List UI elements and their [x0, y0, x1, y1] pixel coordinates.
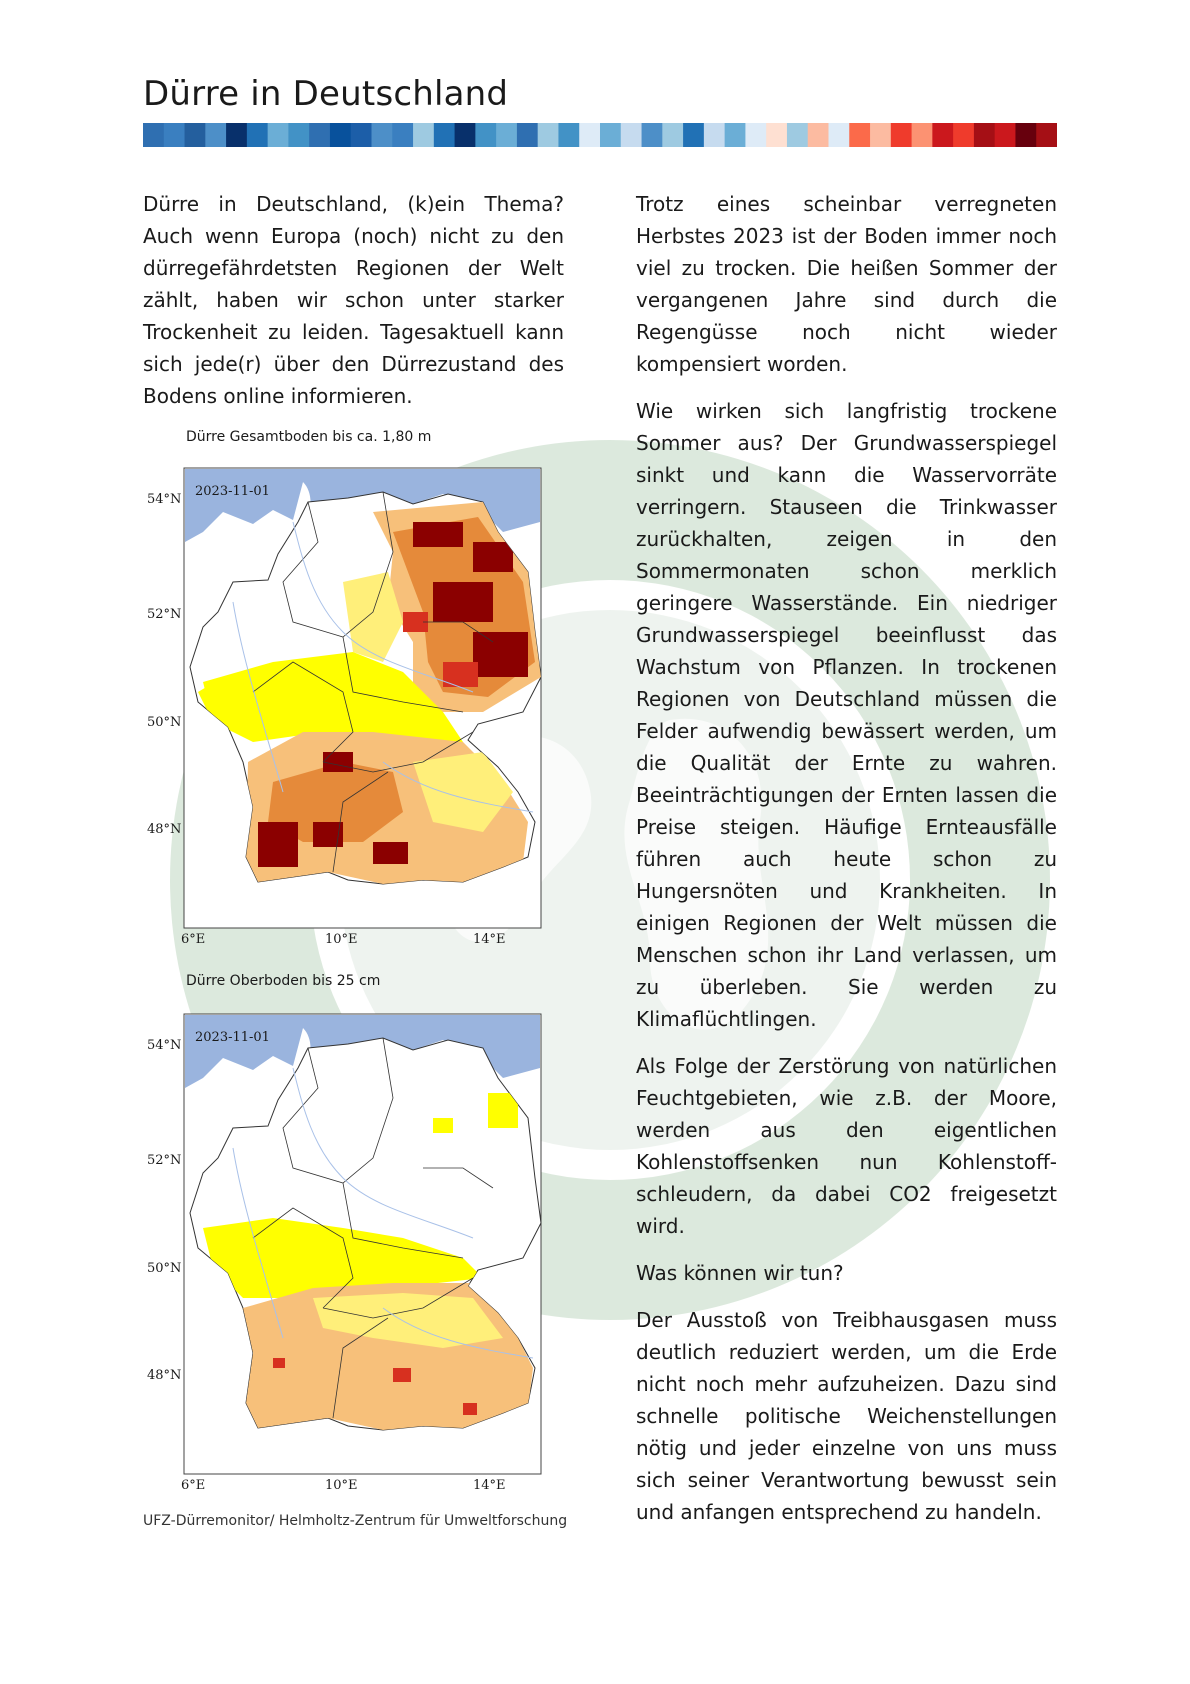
map2-date: 2023-11-01 — [195, 1030, 270, 1045]
map1-lat-label: 50°N — [147, 715, 182, 730]
stripe — [912, 123, 933, 147]
stripe — [143, 123, 164, 147]
map2-caption: Dürre Oberboden bis 25 cm — [186, 973, 381, 989]
stripe — [621, 123, 642, 147]
stripe — [974, 123, 995, 147]
map2-lat-label: 54°N — [147, 1038, 182, 1053]
stripe — [475, 123, 496, 147]
stripe — [351, 123, 372, 147]
stripe — [226, 123, 247, 147]
map2-lat-label: 48°N — [147, 1368, 182, 1383]
map1-caption: Dürre Gesamtboden bis ca. 1,80 m — [186, 429, 432, 445]
stripe — [496, 123, 517, 147]
paragraph: Der Ausstoß von Treibhausgasen muss deutlich reduziert werden, um die Erde nicht noch mehr aufzuheizen. Dazu sind schnelle politische Weichenstellungen nötig und jeder einzelne von uns muss sich seiner Verantwortung bewusst sein und anfangen entsprechend zu handeln. — [636, 1308, 1057, 1524]
map2-lon-label: 14°E — [473, 1478, 506, 1493]
paragraph: Trotz eines scheinbar verregneten Herbstes 2023 ist der Boden immer noch viel zu trocken. Die heißen Sommer der vergangenen Jahre sind durch die Regengüsse noch nicht wieder kompensiert worden. — [636, 192, 1057, 376]
stripe — [600, 123, 621, 147]
stripe — [1036, 123, 1057, 147]
stripe — [455, 123, 476, 147]
map1-lat-label: 54°N — [147, 492, 182, 507]
stripe — [309, 123, 330, 147]
stripe — [205, 123, 226, 147]
stripe — [870, 123, 891, 147]
stripe — [808, 123, 829, 147]
stripe — [413, 123, 434, 147]
stripe — [392, 123, 413, 147]
question-heading: Was können wir tun? — [636, 1261, 844, 1285]
page-title: Dürre in Deutschland — [143, 74, 509, 114]
stripe — [1015, 123, 1036, 147]
map2-lon-label: 10°E — [325, 1478, 358, 1493]
map1-lon-label: 14°E — [473, 932, 506, 947]
stripe — [538, 123, 559, 147]
left-column — [143, 188, 564, 427]
stripe — [766, 123, 787, 147]
stripe — [330, 123, 351, 147]
stripe — [891, 123, 912, 147]
stripe — [932, 123, 953, 147]
intro-paragraph: Dürre in Deutschland, (k)ein Thema? Auch wenn Europa (noch) nicht zu den dürregefährdetsten Regionen der Welt zählt, haben wir schon unter starker Trockenheit zu leiden. Tagesaktuell kann sich jede(r) über den Dürrezustand des Bodens online informieren. — [143, 192, 564, 408]
stripe — [164, 123, 185, 147]
stripe — [558, 123, 579, 147]
stripe — [745, 123, 766, 147]
map1-lon-label: 10°E — [325, 932, 358, 947]
stripe — [247, 123, 268, 147]
stripe — [995, 123, 1016, 147]
stripe — [829, 123, 850, 147]
stripe — [725, 123, 746, 147]
drought-map-topsoil — [143, 1008, 543, 1498]
stripe — [372, 123, 393, 147]
map2-lat-label: 52°N — [147, 1153, 182, 1168]
source-credit: UFZ-Dürremonitor/ Helmholtz-Zentrum für Umweltforschung — [143, 1513, 568, 1529]
stripe — [704, 123, 725, 147]
stripe — [268, 123, 289, 147]
warming-stripes-bar — [143, 123, 1057, 147]
stripe — [517, 123, 538, 147]
paragraph: Wie wirken sich langfristig trockene Sommer aus? Der Grundwasserspiegel sinkt und kann die Wasservorräte verringern. Stauseen die Trinkwasser zurückhalten, zeigen in den Sommermonaten schon merklich geringere Wasserstände. Ein niedriger Grundwasserspiegel beeinflusst das Wachstum von Pflanzen. In trockenen Regionen von Deutschland müssen die Felder aufwendig bewässert werden, um die Qualität der Ernte zu wahren. Beeinträchtigungen der Ernten lassen die Preise steigen. Häufige Ernteausfälle führen auch heute schon zu Hungersnöten und Krankheiten. In einigen Regionen der Welt müssen die Menschen schon ihr Land verlassen, um zu überleben. Sie werden zu Klimaflüchtlingen. — [636, 399, 1057, 1031]
map1-lon-label: 6°E — [181, 932, 206, 947]
stripe — [185, 123, 206, 147]
stripe — [683, 123, 704, 147]
stripe — [953, 123, 974, 147]
drought-map-total-soil — [143, 462, 543, 952]
map1-lat-label: 52°N — [147, 607, 182, 622]
right-column — [636, 188, 1057, 1543]
map1-date: 2023-11-01 — [195, 484, 270, 499]
map2-lat-label: 50°N — [147, 1261, 182, 1276]
stripe — [288, 123, 309, 147]
stripe — [434, 123, 455, 147]
map2-lon-label: 6°E — [181, 1478, 206, 1493]
stripe — [849, 123, 870, 147]
stripe — [642, 123, 663, 147]
paragraph: Als Folge der Zerstörung von natürlichen Feuchtgebieten, wie z.B. der Moore, werden aus den eigentlichen Kohlenstoffsenken nun Kohlenstoff-schleudern, da dabei CO2 freigesetzt wird. — [636, 1054, 1057, 1238]
stripe — [787, 123, 808, 147]
stripe — [579, 123, 600, 147]
stripe — [662, 123, 683, 147]
map1-lat-label: 48°N — [147, 822, 182, 837]
